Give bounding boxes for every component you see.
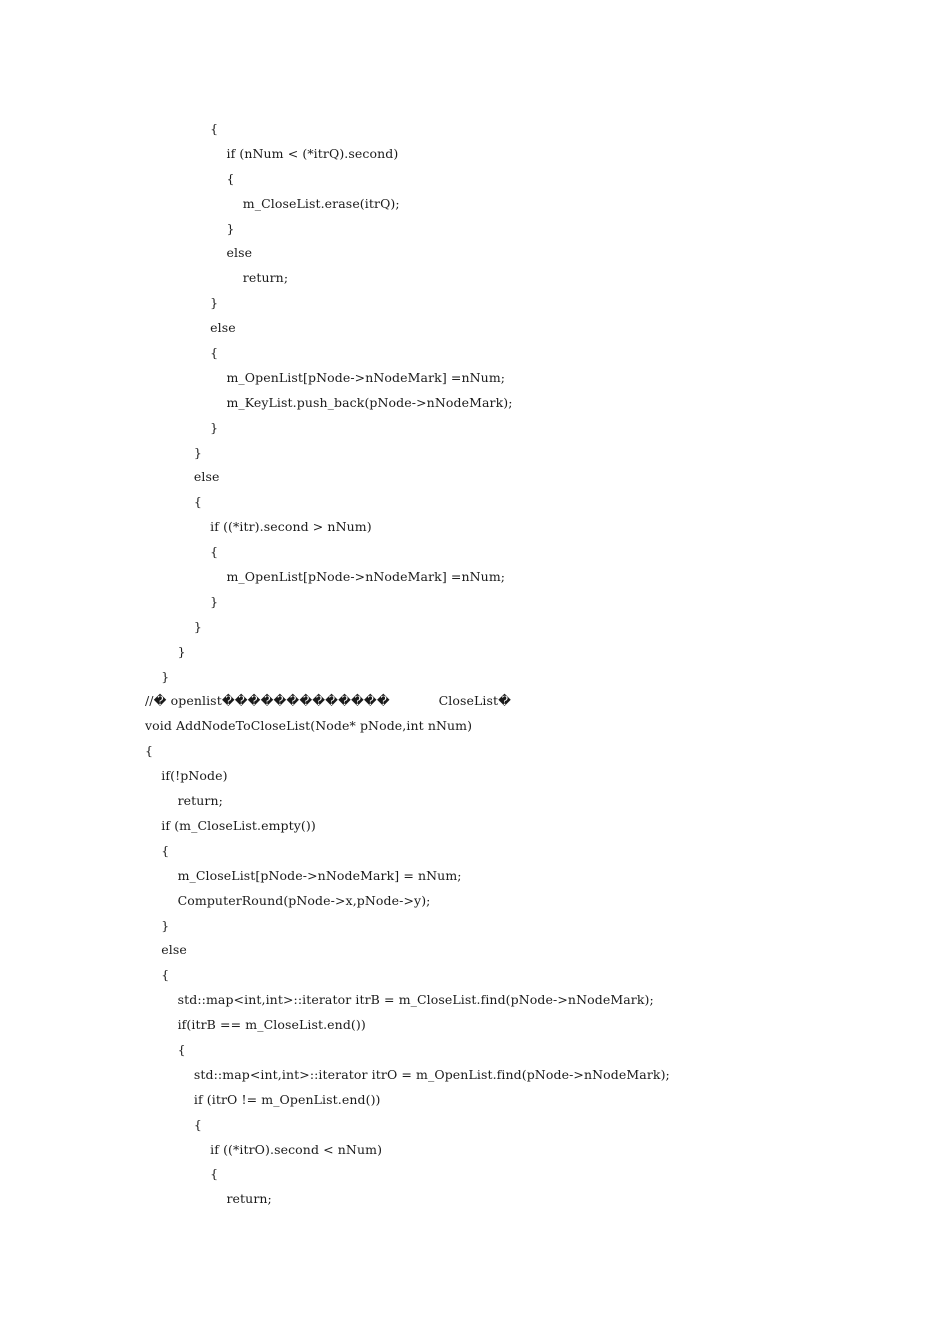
- code-line: m_KeyList.push_back(pNode->nNodeMark);: [145, 394, 513, 410]
- code-line: if(!pNode): [145, 768, 228, 784]
- code-line: else: [145, 942, 187, 958]
- code-line: }: [145, 444, 202, 460]
- code-line: ComputerRound(pNode->x,pNode->y);: [145, 892, 431, 908]
- code-line: {: [145, 121, 219, 136]
- code-line: }: [145, 593, 219, 609]
- code-line: if (nNum < (*itrQ).second): [145, 145, 399, 161]
- code-comment-line: //� openlist������������� CloseList�: [145, 693, 512, 709]
- code-line: return;: [145, 270, 289, 286]
- code-line: {: [145, 170, 235, 186]
- code-line: {: [145, 1166, 219, 1182]
- code-line: else: [145, 469, 220, 485]
- code-line: m_OpenList[pNode->nNodeMark] =nNum;: [145, 369, 506, 385]
- code-line: m_CloseList[pNode->nNodeMark] = nNum;: [145, 867, 462, 883]
- code-line: {: [145, 1116, 202, 1132]
- code-line: if (itrO != m_OpenList.end()): [145, 1091, 381, 1107]
- function-signature-line: void AddNodeToCloseList(Node* pNode,int nNum): [145, 718, 473, 734]
- code-line: {: [145, 1041, 186, 1057]
- code-line: if ((*itrO).second < nNum): [145, 1141, 383, 1157]
- code-line: {: [145, 967, 170, 983]
- code-line: else: [145, 320, 236, 336]
- code-line: {: [145, 743, 154, 759]
- code-line: if ((*itr).second > nNum): [145, 519, 372, 535]
- code-line: return;: [145, 1191, 272, 1207]
- code-line: }: [145, 295, 219, 311]
- code-line: }: [145, 917, 170, 933]
- code-line: {: [145, 345, 219, 361]
- code-line: }: [145, 668, 170, 684]
- code-line: }: [145, 643, 186, 659]
- code-line: std::map<int,int>::iterator itrO = m_OpenList.find(pNode->nNodeMark);: [145, 1066, 670, 1082]
- code-line: m_CloseList.erase(itrQ);: [145, 195, 400, 211]
- code-line: {: [145, 544, 219, 560]
- code-listing: [145, 117, 670, 1212]
- code-line: if (m_CloseList.empty()): [145, 817, 316, 833]
- code-line: {: [145, 842, 170, 858]
- code-line: }: [145, 419, 219, 435]
- code-line: else: [145, 245, 253, 261]
- code-line: }: [145, 220, 235, 236]
- code-line: if(itrB == m_CloseList.end()): [145, 1017, 366, 1033]
- code-line: }: [145, 618, 202, 634]
- code-line: return;: [145, 793, 223, 809]
- code-line: m_OpenList[pNode->nNodeMark] =nNum;: [145, 569, 506, 585]
- code-line: std::map<int,int>::iterator itrB = m_CloseList.find(pNode->nNodeMark);: [145, 992, 654, 1008]
- code-line: {: [145, 494, 202, 510]
